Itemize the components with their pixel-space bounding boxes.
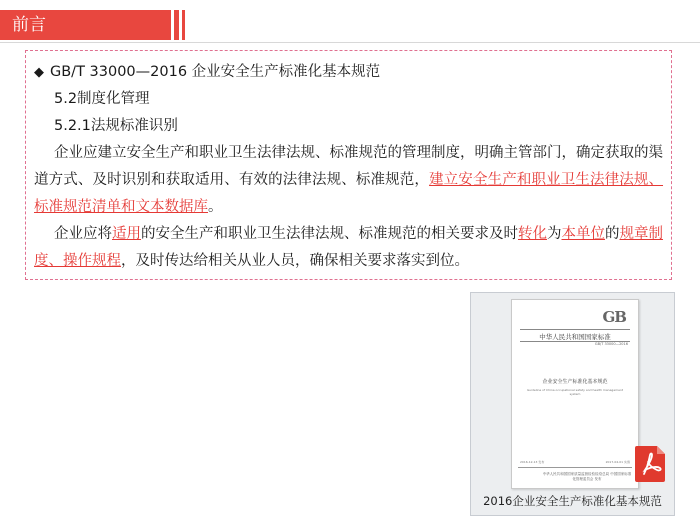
- paragraph-1: [34, 140, 663, 221]
- page-title: 前言: [12, 15, 46, 35]
- gb-logo: GB: [602, 308, 626, 326]
- paragraph-2: [34, 221, 663, 275]
- standard-code: GB/T 33000—2016: [594, 342, 628, 346]
- standard-heading-text: GB/T 33000—2016 企业安全生产标准化基本规范: [50, 64, 381, 80]
- subsection-title: 5.2.1法规标准识别: [54, 118, 178, 134]
- section-title: 5.2制度化管理: [54, 91, 150, 107]
- title-box: [0, 10, 171, 40]
- document-caption: 2016企业安全生产标准化基本规范: [483, 494, 662, 508]
- paragraph-1-text: 企业应建立安全生产和职业卫生法律法规、标准规范的管理制度，明确主管部门，确定获取的渠道方式、及时识别和获取适用、有效的法律法规、标准规范，: [34, 145, 663, 188]
- document-title: 企业安全生产标准化基本规范: [542, 379, 608, 385]
- paragraph-2-text: 企业应将: [54, 226, 112, 242]
- issuing-organization: 中华人民共和国国家质量监督检验检疫总局 中国国家标准化管理委员会 发布: [542, 472, 632, 481]
- content-box: [25, 50, 672, 280]
- paragraph-2-text: 的安全生产和职业卫生法律法规、标准规范的相关要求及时: [141, 226, 518, 242]
- diamond-bullet-icon: ◆: [34, 65, 44, 80]
- document-preview[interactable]: [470, 292, 675, 516]
- publish-date: 2016-12-13 发布: [520, 460, 545, 464]
- paragraph-1-end: 。: [208, 199, 223, 215]
- highlight-text: 规章制度、操作规程: [34, 226, 663, 269]
- national-standard-title: 中华人民共和国国家标准: [539, 333, 611, 341]
- header-stripe: [182, 10, 185, 40]
- highlight-text: 转化: [518, 226, 547, 242]
- standard-heading: [34, 59, 663, 86]
- paragraph-2-text: 的: [605, 226, 620, 242]
- document-subtitle: Guideline of China occupational safety and health management system: [526, 388, 624, 396]
- paragraph-2-text: ，及时传达给相关从业人员，确保相关要求落实到位。: [121, 253, 469, 269]
- paragraph-2-text: 为: [547, 226, 562, 242]
- document-cover[interactable]: [511, 299, 639, 489]
- highlight-text: 适用: [112, 226, 141, 242]
- header-bar: [0, 10, 700, 40]
- header-divider: [0, 42, 700, 43]
- highlight-text: 本单位: [561, 226, 605, 242]
- header-stripe: [174, 10, 179, 40]
- highlight-text: 建立安全生产和职业卫生法律法规、标准规范清单和文本数据库: [34, 172, 664, 215]
- pdf-icon[interactable]: [635, 446, 667, 482]
- cover-rule: [520, 329, 630, 330]
- cover-rule: [518, 467, 632, 468]
- implement-date: 2017-04-01 实施: [605, 460, 630, 464]
